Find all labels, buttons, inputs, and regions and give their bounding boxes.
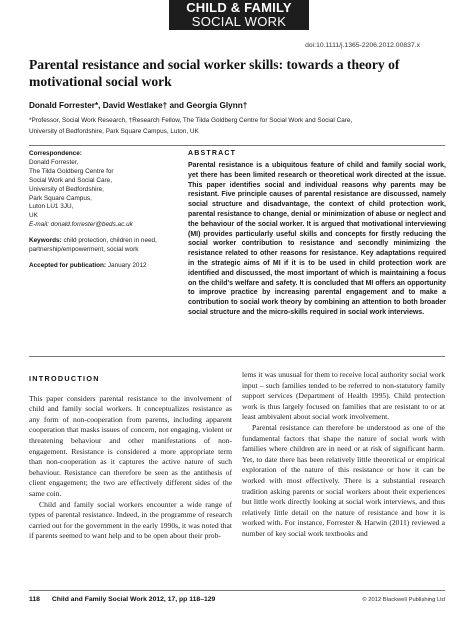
copyright-notice: © 2012 Blackwell Publishing Ltd	[362, 597, 445, 603]
divider	[29, 356, 445, 357]
journal-masthead	[169, 0, 309, 30]
correspondence-label: Correspondence:	[29, 150, 82, 157]
address-line: UK	[29, 212, 38, 220]
affiliation-line: *Professor, Social Work Research, †Research Fellow, The Tilda Goldberg Centre for Social Work and Social Care,	[29, 117, 353, 124]
keywords-text: child protection, children in need, partnership/empowerment, social work	[29, 237, 157, 254]
body-paragraph: This paper considers parental resistance to the involvement of child and family social workers. It conceptualizes resistance as any form of non-cooperation from parents, including apparent cooperation that masks issues of concern, not engaging, violent or threatening behaviour and other manifestations of non-engagement. Resistance is considered a more appropriate term than non-cooperation as it captures the active nature of such behaviour. Resistance can therefore be seen as the antithesis of client engagement; the two are effectively different sides of the same coin.	[29, 393, 232, 498]
body-paragraph: Child and family social workers encounter a wide range of types of parental resistance. Indeed, in the programme of research carried out for the government in the early 1990s, it was noted that if parents seemed to want help and to be open about their prob-	[29, 499, 232, 541]
divider	[29, 145, 445, 146]
affiliation-line: University of Bedfordshire, Park Square Campus, Luton, UK	[29, 127, 199, 135]
keywords-label: Keywords:	[29, 237, 62, 245]
divider	[29, 590, 445, 591]
body-paragraph: lems it was unusual for them to receive local authority social work input – such families tended to be referred to non-statutory family support services (Department of Health 1995). Child protection work is thus largely focused on families that are resistant to or at least ambivalent about social work involvement.	[242, 370, 445, 422]
accepted-date: January 2012	[107, 261, 147, 269]
keywords-block	[29, 237, 171, 255]
email-address: E-mail: donald.forrester@beds.ac.uk	[29, 221, 133, 229]
address-line: Luton LU1 3JU,	[29, 203, 74, 211]
address-line: The Tilda Goldberg Centre for	[29, 167, 114, 175]
journal-name-line2: SOCIAL WORK	[191, 14, 287, 29]
article-sidebar	[29, 150, 171, 278]
address-line: University of Bedfordshire,	[29, 185, 104, 193]
abstract	[188, 150, 446, 318]
accepted-block	[29, 262, 171, 271]
body-paragraph: Parental resistance can therefore be understood as one of the fundamental factors that shape the nature of social work with families where children are in need or at risk of significant harm. Yet, to date there has been relatively little theoretical or empirical exploration of the nature of this resistance or how it can be worked with most effectively. There is a substantial research tradition asking parents or social workers about their experiences but little work directly looking at social work interviews, and thus relatively little detail on the nature of resistance and how it is worked with. For instance, Forrester & Harwin (2011) reviewed a number of key social work textbooks and	[242, 422, 445, 538]
address-line: Donald Forrester,	[29, 158, 79, 166]
address-line: Social Work and Social Care,	[29, 176, 112, 184]
abstract-heading: ABSTRACT	[188, 150, 237, 157]
doi: doi:10.1111/j.1365-2206.2012.00837.x	[305, 42, 420, 49]
journal-citation: Child and Family Social Work 2012, 17, pp 118–129	[51, 596, 216, 603]
correspondence-block	[29, 150, 171, 230]
article-title: Parental resistance and social worker skills: towards a theory of motivational social work	[29, 57, 400, 89]
author-affiliation	[29, 116, 449, 137]
page-footer	[29, 596, 215, 603]
body-column-right	[242, 370, 445, 540]
section-heading: INTRODUCTION	[29, 374, 100, 383]
body-column-left	[29, 370, 232, 542]
accepted-label: Accepted for publication:	[29, 261, 107, 269]
page-number: 118	[29, 596, 40, 603]
abstract-text: Parental resistance is a ubiquitous feature of child and family social work, yet there has been limited research or theoretical work directed at the issue. This paper identifies social and individual reasons why parents may be resistant. Five principle causes of parental resistance are discussed, namely social structure and disadvantage, the context of child protection work, parental resistance to change, denial or minimization of abuse or neglect and the behaviour of the social worker. It is argued that motivational interviewing (MI) provides particularly useful skills and concepts for firstly reducing the social worker contribution to resistance and secondly minimizing the resistance related to other reasons for resistance. Key adaptations required in the strategic aims of MI if it is to be used in child protection work are identified and discussed, the most important of which is maintaining a focus on the child's welfare and safety. It is concluded that MI offers an opportunity to improve practice by increasing parental engagement and to make a contribution to social work theory by combining an attention to both broader social structure and the micro-skills required in social work interviews.	[188, 162, 446, 316]
journal-name-line1: CHILD & FAMILY	[186, 0, 292, 15]
article-authors: Donald Forrester*, David Westlake† and Georgia Glynn†	[29, 101, 248, 110]
address-line: Park Square Campus,	[29, 194, 92, 202]
